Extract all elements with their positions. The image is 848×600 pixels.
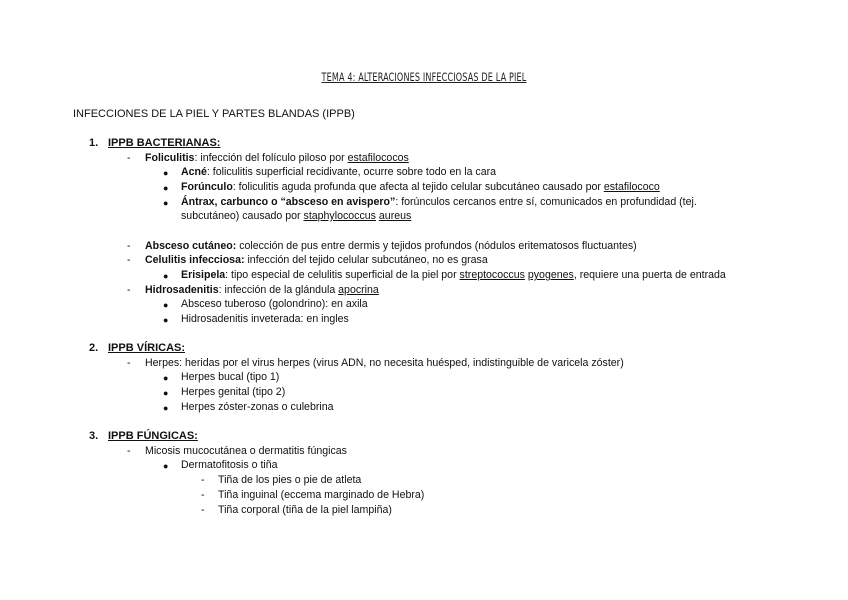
bullet-marker: ● — [163, 373, 169, 383]
item-tina-corporal: Tiña corporal (tiña de la piel lampiña) — [218, 504, 392, 516]
item-antrax — [181, 196, 697, 209]
item-foliculitis — [145, 152, 409, 165]
dash-marker: - — [127, 445, 131, 457]
text: : tipo especial de celulitis superficial de la piel por — [225, 269, 460, 281]
item-celulitis — [145, 254, 488, 267]
item-tina-inguinal: Tiña inguinal (eccema marginado de Hebra) — [218, 489, 425, 501]
dash-marker: - — [127, 240, 131, 252]
item-erisipela — [181, 269, 726, 282]
term-link: staphylococcus — [303, 210, 376, 222]
dash-marker: - — [127, 254, 131, 266]
section-1-number: 1. — [89, 137, 99, 149]
item-hidrosadenitis — [145, 284, 379, 297]
dash-marker: - — [201, 474, 205, 486]
item-herpes-bucal: Herpes bucal (tipo 1) — [181, 371, 280, 383]
text: : forúnculos cercanos entre sí, comunicados en profundidad (tej. — [395, 196, 697, 208]
term: Hidrosadenitis — [145, 284, 219, 296]
text: , requiere una puerta de entrada — [573, 269, 726, 281]
item-tina-pies: Tiña de los pies o pie de atleta — [218, 474, 362, 486]
dash-marker: - — [127, 152, 131, 164]
bullet-marker: ● — [163, 403, 169, 413]
bullet-marker: ● — [163, 300, 169, 310]
term: Acné — [181, 166, 207, 178]
term: Foliculitis — [145, 152, 195, 164]
item-forunculo — [181, 181, 660, 194]
term: Erisipela — [181, 269, 226, 281]
term: Forúnculo — [181, 181, 233, 193]
section-2-title: IPPB VÍRICAS: — [108, 342, 186, 354]
term: Ántrax, carbunco o “absceso en avispero” — [181, 196, 396, 208]
item-absceso-tuberoso: Absceso tuberoso (golondrino): en axila — [181, 298, 368, 310]
text: subcutáneo) causado por — [181, 210, 304, 222]
text: : infección de la glándula — [218, 284, 339, 296]
term-link: apocrina — [338, 284, 379, 296]
bullet-marker: ● — [163, 183, 169, 193]
item-absceso — [145, 240, 637, 253]
text: : infección del folículo piloso por — [194, 152, 348, 164]
item-hidrosadenitis-inveterada: Hidrosadenitis inveterada: en ingles — [181, 313, 349, 325]
item-micosis: Micosis mucocutánea o dermatitis fúngicas — [145, 445, 347, 457]
item-antrax-cont — [181, 210, 411, 223]
term-link: estafilococo — [603, 181, 660, 193]
dash-marker: - — [201, 504, 205, 516]
term-link: streptococcus — [459, 269, 525, 281]
text: infección del tejido celular subcutáneo, no es grasa — [244, 254, 488, 266]
dash-marker: - — [201, 489, 205, 501]
section-1-title: IPPB BACTERIANAS: — [108, 137, 221, 149]
section-2-number: 2. — [89, 342, 99, 354]
term-link: pyogenes — [527, 269, 574, 281]
text: colección de pus entre dermis y tejidos profundos (nódulos eritematosos fluctuantes) — [236, 240, 637, 252]
item-herpes-genital: Herpes genital (tipo 2) — [181, 386, 286, 398]
term: Celulitis infecciosa: — [145, 254, 245, 266]
term-link: aureus — [378, 210, 412, 222]
dash-marker: - — [127, 357, 131, 369]
main-heading: INFECCIONES DE LA PIEL Y PARTES BLANDAS (IPPB) — [73, 108, 355, 120]
bullet-marker: ● — [163, 198, 169, 208]
section-3-title: IPPB FÚNGICAS: — [108, 430, 198, 442]
bullet-marker: ● — [163, 168, 169, 178]
bullet-marker: ● — [163, 271, 169, 281]
text: : foliculitis superficial recidivante, ocurre sobre todo en la cara — [206, 166, 497, 178]
text: : foliculitis aguda profunda que afecta al tejido celular subcutáneo causado por — [232, 181, 604, 193]
page-title: TEMA 4: ALTERACIONES INFECCIOSAS DE LA PIEL — [321, 70, 527, 84]
term-link: estafilococos — [347, 152, 409, 164]
item-herpes-zoster: Herpes zóster-zonas o culebrina — [181, 401, 334, 413]
dash-marker: - — [127, 284, 131, 296]
bullet-marker: ● — [163, 461, 169, 471]
section-3-number: 3. — [89, 430, 99, 442]
term: Absceso cutáneo: — [145, 240, 237, 252]
item-herpes: Herpes: heridas por el virus herpes (virus ADN, no necesita huésped, indistinguible de varicela zóster) — [145, 357, 624, 369]
bullet-marker: ● — [163, 315, 169, 325]
item-dermatofitosis: Dermatofitosis o tiña — [181, 459, 278, 471]
bullet-marker: ● — [163, 388, 169, 398]
item-acne — [181, 166, 496, 179]
